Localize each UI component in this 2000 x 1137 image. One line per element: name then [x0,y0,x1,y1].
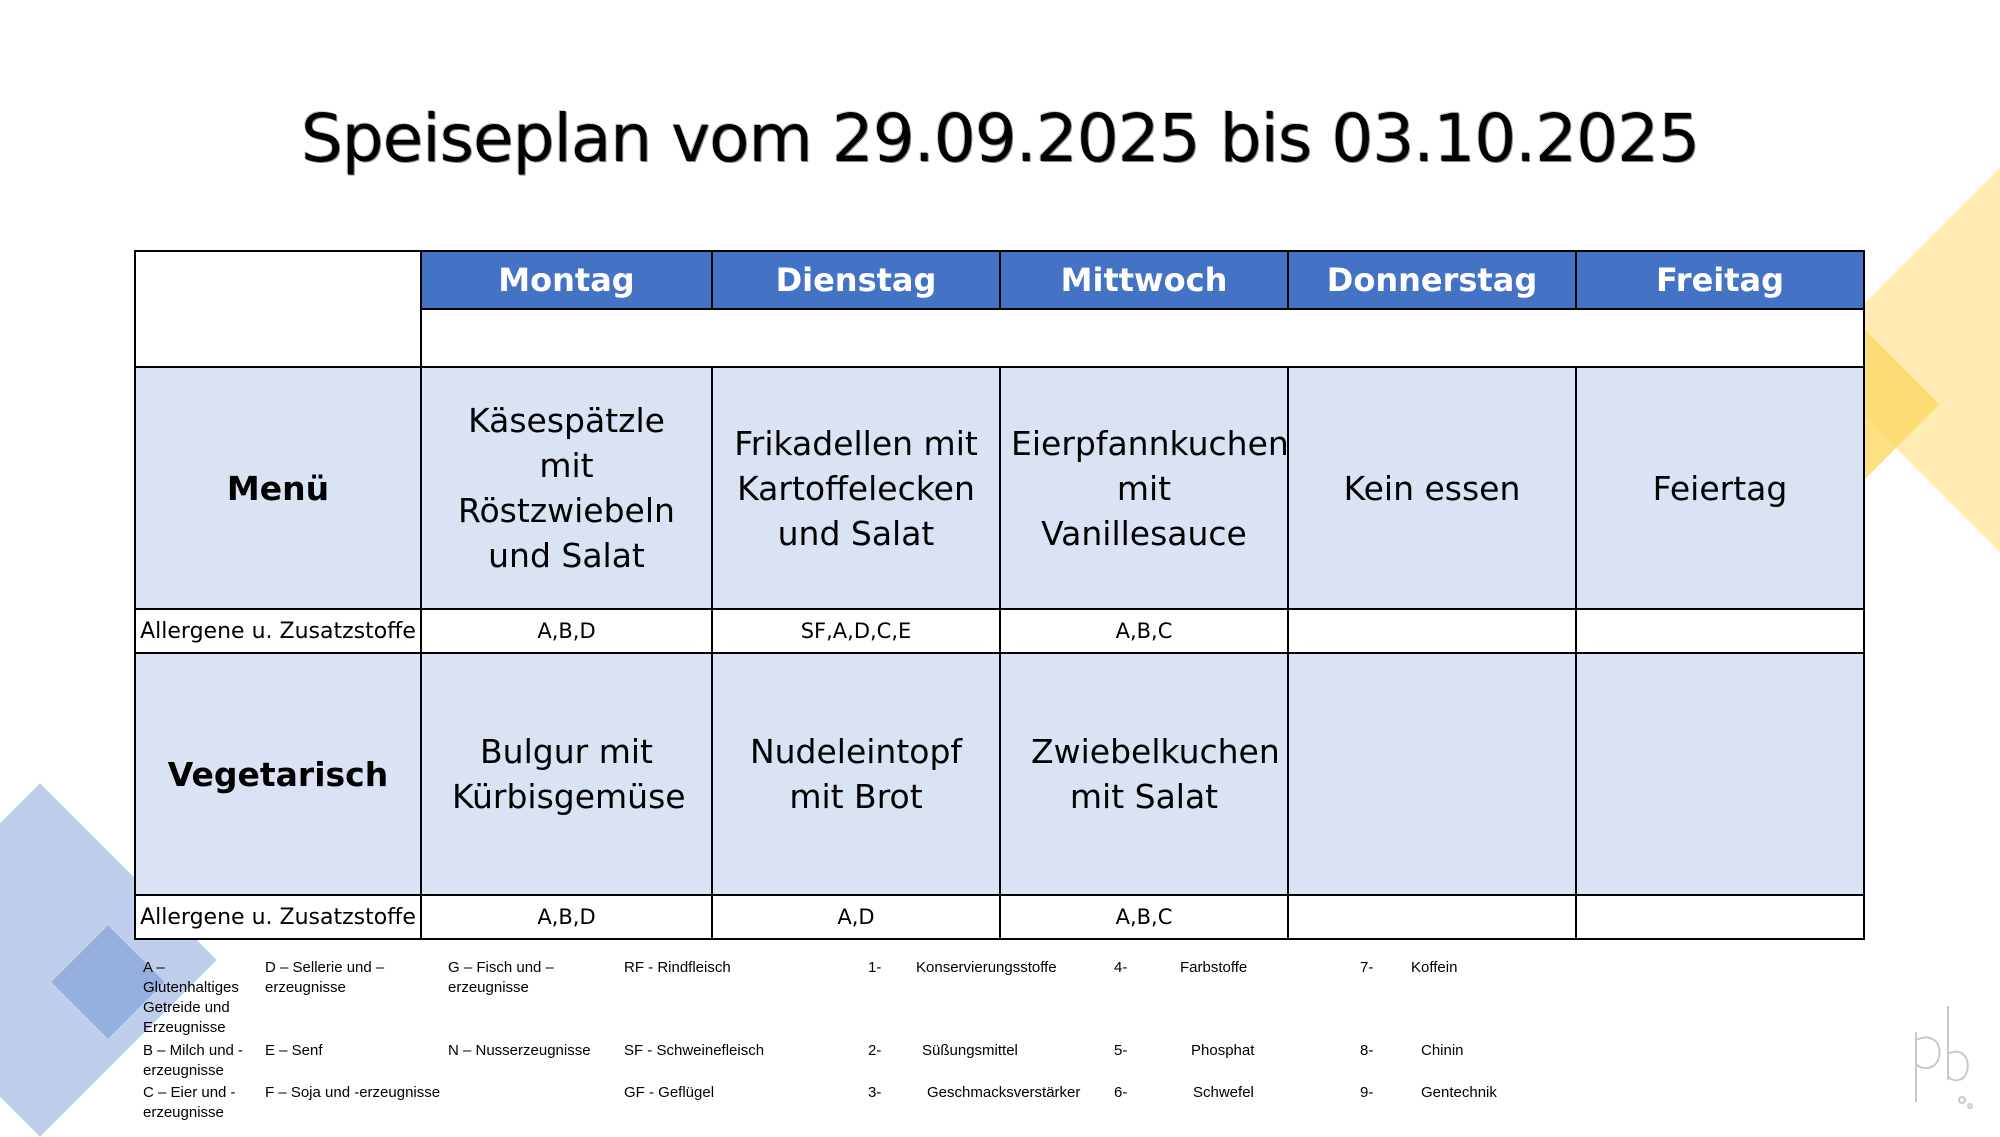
additive-5-num: 5- [1114,1042,1128,1059]
pb-logo-icon [1912,1002,1974,1112]
legend-b: B – Milch und -erzeugnisse [143,1042,244,1079]
additive-2-num: 2- [868,1042,882,1059]
menu-allergens-thursday [1288,609,1576,653]
day-header-friday: Freitag [1576,251,1864,309]
allergen-label-menu: Allergene u. Zusatzstoffe [135,609,421,653]
menu-allergens-monday: A,B,D [421,609,712,653]
additive-7-name: Koffein [1411,959,1458,976]
menu-allergens-tuesday: SF,A,D,C,E [712,609,1000,653]
header-spacer-row [421,309,1864,367]
table-row-menu-allergens [135,609,1864,653]
menu-allergens-friday [1576,609,1864,653]
additive-6-name: Schwefel [1193,1084,1254,1101]
additive-1-num: 1- [868,959,882,976]
menu-allergens-wednesday: A,B,C [1000,609,1288,653]
legend-f: F – Soja und -erzeugnisse [265,1084,441,1101]
additive-3-num: 3- [868,1084,882,1101]
additive-9-num: 9- [1360,1084,1374,1101]
legend-g: G – Fisch und –erzeugnisse [448,959,554,996]
legend-rf: RF - Rindfleisch [624,959,731,976]
menu-cell-thursday: Kein essen [1288,367,1576,609]
table-row-menu [135,367,1864,609]
legend-n: N – Nusserzeugnisse [448,1042,591,1059]
additive-4-name: Farbstoffe [1180,959,1248,976]
additive-6-num: 6- [1114,1084,1128,1101]
additive-1-name: Konservierungsstoffe [916,959,1057,976]
menu-cell-tuesday: Frikadellen mit Kartoffelecken und Salat [712,367,1000,609]
table-row-vegetarian [135,653,1864,895]
page-title: Speiseplan vom 29.09.2025 bis 03.10.2025 [300,100,1700,177]
additive-4-num: 4- [1114,959,1128,976]
menu-cell-friday: Feiertag [1576,367,1864,609]
additive-9-name: Gentechnik [1421,1084,1497,1101]
day-header-monday: Montag [421,251,712,309]
additive-5-name: Phosphat [1191,1042,1255,1059]
day-header-tuesday: Dienstag [712,251,1000,309]
legend-d: D – Sellerie und –erzeugnisse [265,959,385,996]
additive-2-name: Süßungsmittel [922,1042,1018,1059]
veg-allergens-thursday [1288,895,1576,939]
veg-allergens-monday: A,B,D [421,895,712,939]
additive-7-num: 7- [1360,959,1374,976]
menu-table [134,250,1865,940]
table-row-vegetarian-allergens [135,895,1864,939]
menu-cell-monday: Käsespätzle mit Röstzwiebeln und Salat [421,367,712,609]
row-label-menu: Menü [135,367,421,609]
menu-cell-wednesday: Eierpfannkuchen mit Vanillesauce [1000,367,1288,609]
day-header-thursday: Donnerstag [1288,251,1576,309]
veg-cell-thursday [1288,653,1576,895]
legend-sf: SF - Schweinefleisch [624,1042,765,1059]
veg-cell-friday [1576,653,1864,895]
legend-gf: GF - Geflügel [624,1084,715,1101]
allergen-label-vegetarian: Allergene u. Zusatzstoffe [135,895,421,939]
legend-e: E – Senf [265,1042,323,1059]
veg-cell-wednesday: Zwiebelkuchen mit Salat [1000,653,1288,895]
veg-allergens-friday [1576,895,1864,939]
veg-allergens-tuesday: A,D [712,895,1000,939]
legend-a: A – Glutenhaltiges Getreide und Erzeugnisse [143,959,239,1036]
table-corner [135,251,421,367]
additive-8-num: 8- [1360,1042,1374,1059]
veg-cell-tuesday: Nudeleintopf mit Brot [712,653,1000,895]
legend-c: C – Eier und -erzeugnisse [143,1084,236,1121]
additive-8-name: Chinin [1421,1042,1464,1059]
veg-cell-monday: Bulgur mit Kürbisgemüse [421,653,712,895]
additive-3-name: Geschmacksverstärker [927,1084,1081,1101]
veg-allergens-wednesday: A,B,C [1000,895,1288,939]
row-label-vegetarian: Vegetarisch [135,653,421,895]
day-header-wednesday: Mittwoch [1000,251,1288,309]
